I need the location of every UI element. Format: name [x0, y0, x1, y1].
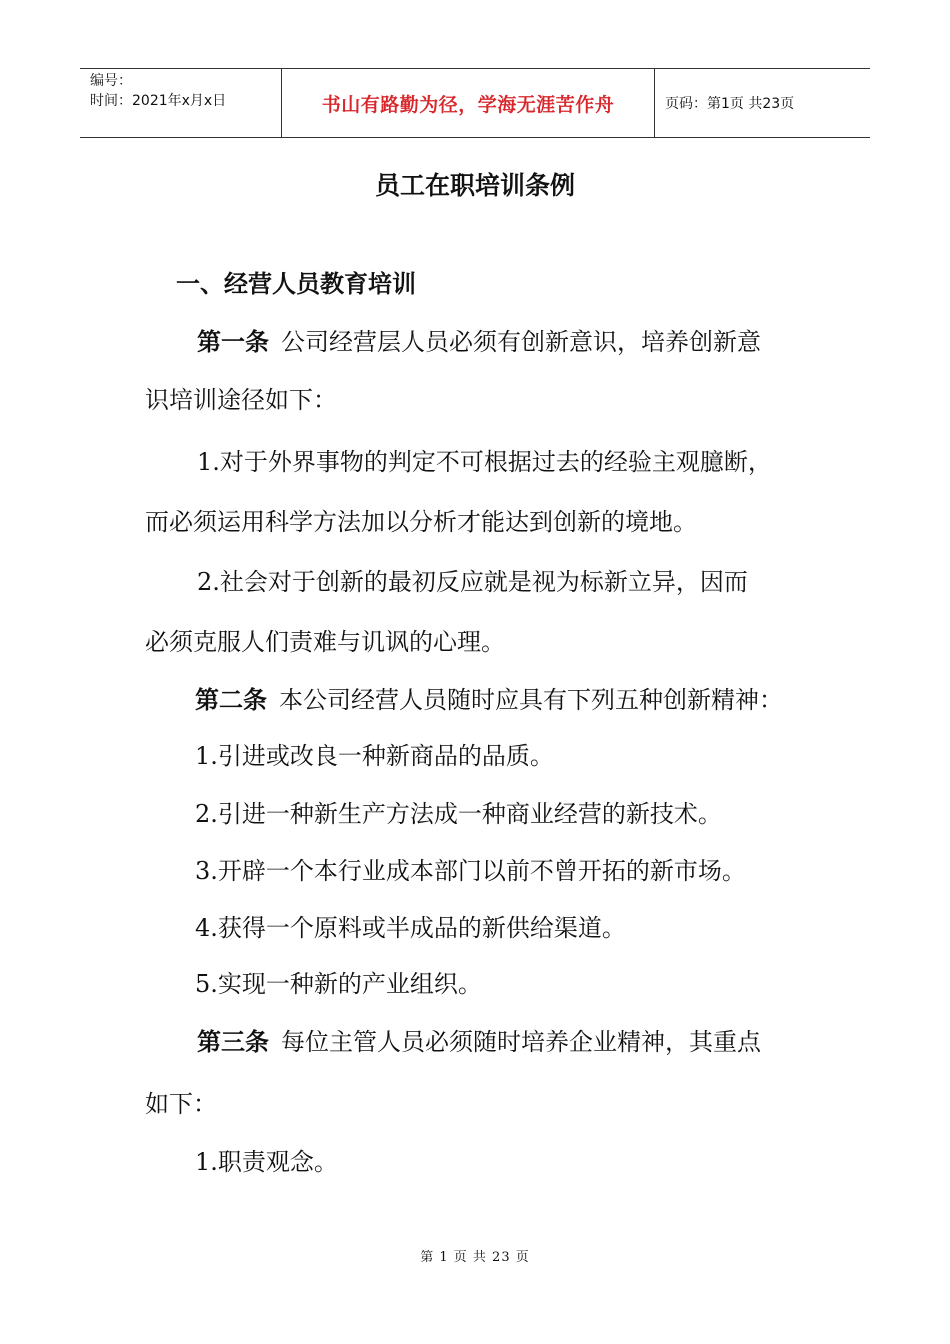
- list-item-line: 2.引进一种新生产方法成一种商业经营的新技术。: [195, 800, 722, 828]
- list-item-line: 2.社会对于创新的最初反应就是视为标新立异，因而: [197, 568, 748, 596]
- document-title: 员工在职培训条例: [374, 171, 575, 200]
- list-item-line: 5.实现一种新的产业组织。: [195, 970, 482, 998]
- paragraph-line: 识培训途径如下：: [145, 386, 337, 414]
- header-motto-cell: [282, 69, 655, 137]
- paragraph-line: 如下：: [145, 1090, 217, 1118]
- article-text: 本公司经营人员随时应具有下列五种创新精神：: [279, 686, 783, 714]
- article-line: [197, 326, 761, 358]
- list-item-line: 1.职责观念。: [195, 1148, 338, 1176]
- article-number: 第一条: [197, 328, 269, 356]
- list-item-line: 3.开辟一个本行业成本部门以前不曾开拓的新市场。: [195, 857, 746, 885]
- article-text: 公司经营层人员必须有创新意识，培养创新意: [281, 328, 761, 356]
- paragraph-line: 而必须运用科学方法加以分析才能达到创新的境地。: [145, 508, 697, 536]
- article-number: 第二条: [195, 686, 267, 714]
- header-motto: 书山有路勤为径，学海无涯苦作舟: [321, 93, 615, 116]
- document-time-label: 时间：2021年x月x日: [90, 93, 227, 109]
- list-item-line: 1.对于外界事物的判定不可根据过去的经验主观臆断，: [197, 448, 772, 476]
- header-meta-cell: [80, 69, 282, 137]
- list-item-line: 4.获得一个原料或半成品的新供给渠道。: [195, 914, 626, 942]
- page-footer: 第 1 页 共 23 页: [420, 1250, 530, 1265]
- header-page-info: 页码：第1页 共23页: [665, 96, 795, 112]
- section-heading: 一、经营人员教育培训: [176, 270, 416, 298]
- header-page-cell: [655, 69, 870, 137]
- article-text: 每位主管人员必须随时培养企业精神，其重点: [281, 1028, 761, 1056]
- paragraph-line: 必须克服人们责难与讥讽的心理。: [145, 628, 505, 656]
- list-item-line: 1.引进或改良一种新商品的品质。: [195, 742, 554, 770]
- article-number: 第三条: [197, 1028, 269, 1056]
- document-number-label: 编号：: [90, 73, 132, 89]
- header-table: [80, 68, 870, 138]
- article-line: [195, 684, 783, 716]
- article-line: [197, 1026, 761, 1058]
